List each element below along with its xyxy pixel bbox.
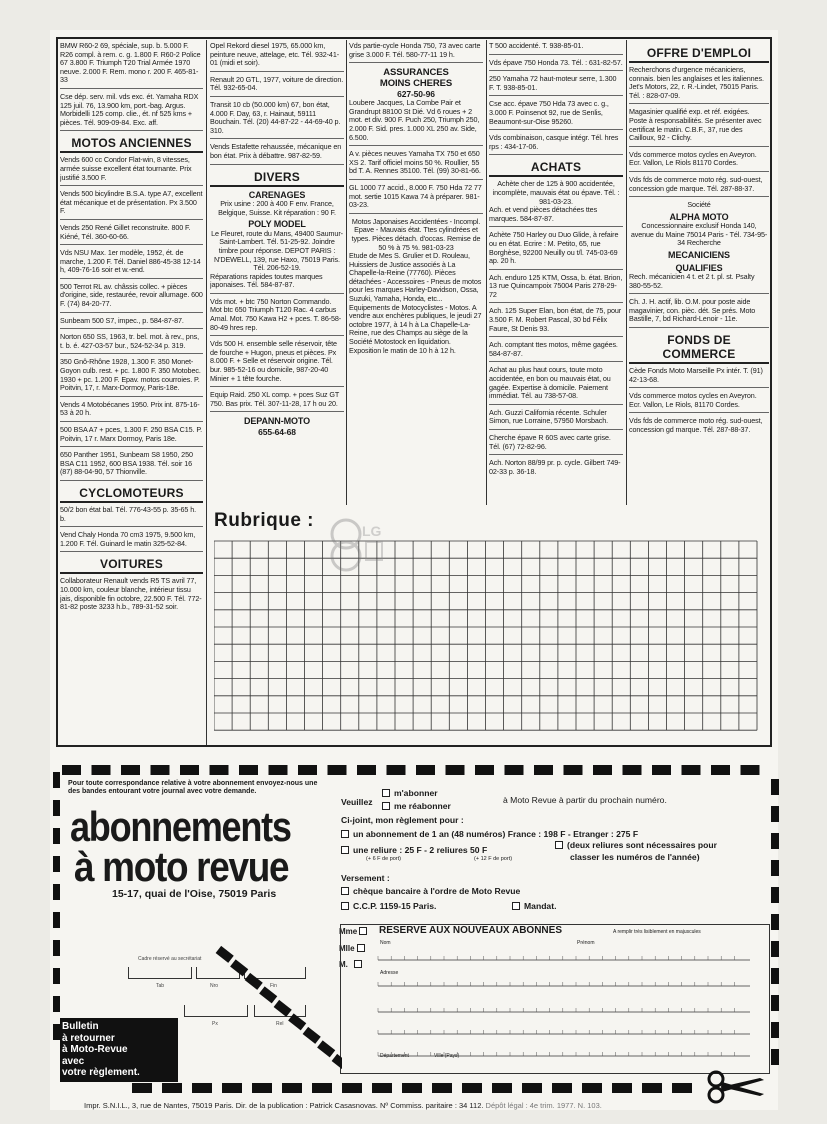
bulletin-line: votre règlement.	[62, 1067, 140, 1078]
bulletin-line: Bulletin	[62, 1021, 99, 1032]
option-two-binders[interactable]	[555, 840, 717, 850]
port-note-2: (+ 12 F de port)	[474, 856, 513, 862]
column-divider	[626, 40, 627, 505]
cut-dash	[534, 765, 553, 775]
classified-ad: Ach. Guzzi California récente. Schuler Simon, rue Lorraine, 57950 Morsbach.	[489, 409, 623, 430]
cut-dash	[332, 1054, 342, 1071]
ad-text: Motos Japonaises Accidentées - Incompl. Epave - Mauvais état. Ttes cylindrées et types. Pièces détach. d'occas. Remise de 50 % à 75 %. 981-03-23	[351, 216, 481, 252]
section-heading: MOTOS ANCIENNES	[60, 135, 203, 153]
classified-ad: Magasinier qualifié exp. et réf. exigées. Poste à responsabilités. Se présenter avec certificat le matin. C.B.F., 37, rue des Cailloux, 92 - Clichy.	[629, 108, 769, 146]
cut-dash	[162, 1083, 182, 1093]
office-label-px: Px	[212, 1021, 218, 1027]
cut-dash	[552, 1083, 572, 1093]
classified-ad: Vds épave 750 Honda 73. Tél. : 631-82-57.	[489, 59, 623, 72]
classified-ad: Etude de Mes S. Grulier et D. Rouleau, Huissiers de Justice associés à La Chapelle-la-Reine (77760). Pièces détachées - Accessoires - Pneus de motos pour les marques Harley-Davidson, Ossa, Suzuki, Yamaha, Honda, etc... Equipements de Motocyclistes - Motos. A vendre aux enchères publiques, le jeudi 27 octobre 1977, à 14 h à La Chapelle-La-Reine, rue des Champs au siège de la Société Motostock en liquidation. Exposition le matin de 10 h à 12 h.	[349, 251, 482, 355]
cut-dash	[53, 828, 60, 844]
rubrique-label: Rubrique :	[214, 510, 314, 531]
classified-ad: Opel Rekord diesel 1975, 65.000 km, peinture neuve, attelage, etc. Tél. 932-41-01 (midi et soir).	[210, 42, 344, 72]
classified-ad: Loubere Jacques, La Combe Pair et Grandrupt 88100 St Dié. Vd 6 roues + 2 mot. et div. 900 F. Puch 250, Triumph 250, 2.000 F. Sid. pres. 1.000 XL 250 av. Side, 6.500.	[349, 99, 483, 146]
section-heading: OFFRE D'EMPLOI	[629, 45, 769, 63]
cut-dash	[475, 765, 494, 775]
bulletin-line: avec	[62, 1055, 85, 1067]
cut-dash	[53, 968, 60, 984]
checkbox-ccp[interactable]	[341, 902, 349, 910]
section-heading: VOITURES	[60, 556, 203, 574]
cut-dash	[771, 1049, 779, 1065]
classified-ad: Vds partie-cycle Honda 750, 73 avec carte grise 3.000 F. Tél. 580-77-11 19 h.	[349, 42, 483, 63]
cut-dash	[771, 833, 779, 849]
section-heading: ACHATS	[489, 159, 623, 177]
classified-ad: Vend Chaly Honda 70 cm3 1975, 9.500 km, 1.200 F. Tél. Guinard le matin 325-52-84.	[60, 531, 203, 552]
cut-dash	[132, 1083, 152, 1093]
brand-title-line2: à moto revue	[74, 843, 289, 890]
cut-dash	[771, 779, 779, 795]
column-divider	[486, 40, 487, 505]
ad-text: Prix usine : 200 à 400 F env. France, Belgique, Suisse. Kit réparation : 90 F.	[218, 199, 336, 217]
column-divider	[206, 40, 207, 745]
column-5	[629, 42, 769, 504]
cut-dash	[771, 914, 779, 930]
cut-dash	[642, 1083, 662, 1093]
cut-dash	[274, 1000, 292, 1017]
ad-text: 655-64-68	[258, 426, 296, 437]
ad-text: Société	[687, 200, 711, 210]
ad-text: Le Fleuret, route du Mans, 49400 Saumur-Saint-Lambert. Tél. 51-25-92. Joindre timbre pour réponse. DEPOT PARIS : N'DEWELL, 139, rue Haxo, 75019 Paris. Tél. 206-52-19.	[211, 228, 343, 273]
classified-ad: A v. pièces neuves Yamaha TX 750 et 650 XS 2. Tarif officiel moins 50 %. Roullier, 55 bd T. A. Rennes 35100. Tél. (99) 30-81-66.	[349, 150, 483, 180]
option-reabonner[interactable]	[382, 801, 451, 811]
checkbox-binder[interactable]	[341, 846, 349, 854]
cut-dash	[672, 1083, 692, 1093]
cut-dash	[682, 765, 701, 775]
port-note-1: (+ 6 F de port)	[366, 856, 402, 862]
brand-title-line1: abonnements	[70, 803, 291, 850]
sub-heading: DEPANN-MOTO	[243, 416, 311, 427]
cut-dash	[711, 765, 730, 775]
option-reabonner-label: me réabonner	[394, 801, 451, 811]
cut-dash	[53, 884, 60, 900]
checkbox-subscription[interactable]	[341, 830, 349, 838]
cut-dash	[387, 765, 406, 775]
versement-label: Versement :	[341, 873, 390, 883]
classified-ad: GL 1000 77 accid., 8.000 F. 750 Hda 72 77 mot. sertie 1015 Kawa 74 à préparer. 981-03-23.	[349, 184, 483, 214]
option-binder[interactable]	[341, 845, 487, 855]
classified-ad: Norton 650 SS, 1963, tr. bel. mot. à rev., pns, t. b. é. 427-03-57 bur., 524-52-34 p. 319.	[60, 333, 203, 354]
cut-dash	[222, 1083, 242, 1093]
option-abonner[interactable]	[382, 788, 438, 798]
cut-dash	[505, 765, 524, 775]
cut-dash	[53, 772, 60, 788]
classified-ad: Réparations rapides toutes marques japonaises. Tél. 584-87-87.	[210, 273, 344, 294]
two-binders-note: classer les numéros de l'année)	[570, 852, 700, 862]
option-two-binders-label: (deux reliures sont nécessaires pour	[567, 840, 717, 850]
classified-ad: Ch. J. H. actif, lib. O.M. pour poste aide magavinier, con. pièc. dét. Se prés. Moto Bastille, 7, bd Richard-Lenoir - 11e.	[629, 298, 769, 328]
cut-dash	[582, 1083, 602, 1093]
cut-dash	[312, 1083, 332, 1093]
title-mlle-label: Mlle	[339, 944, 355, 953]
option-ccp[interactable]	[341, 901, 436, 911]
cut-dash	[492, 1083, 512, 1093]
veuillez-label: Veuillez	[341, 797, 373, 807]
cut-dash	[652, 765, 671, 775]
classified-ad: Achète 750 Harley ou Duo Glide, à refaire ou en état. Ecrire : M. Petito, 65, rue Borghèse, 92200 Neuilly ou t/l. 745-03-69 ap. 20 h.	[489, 231, 623, 269]
classified-ad: Vds mot. + btc 750 Norton Commando. Mot btc 650 Triumph T120 Rac. 4 carbus Amal. Mot. 750 Kawa H2 + pces. T. 86-58-80-49 hres rep.	[210, 298, 344, 336]
cut-dash	[564, 765, 583, 775]
classified-ad: Transit 10 cb (50.000 km) 67, bon état, 4.000 F. Day, 63, r. Hainaut, 59111 Bouchain. Tél. (20) 44-87-22 - 44-69-40 p. 310.	[210, 101, 344, 139]
cut-dash	[623, 765, 642, 775]
section-heading: CYCLOMOTEURS	[60, 485, 203, 503]
label-prenom: Prénom	[577, 940, 595, 946]
cut-line-right	[770, 775, 780, 1085]
cut-dash	[771, 968, 779, 984]
checkbox-two-binders[interactable]	[555, 841, 563, 849]
option-subscription[interactable]	[341, 829, 638, 839]
sub-heading: ALPHA MOTO	[669, 211, 729, 222]
reserve-frame	[341, 925, 770, 1074]
section-heading: ASSURANCES	[383, 67, 449, 79]
section-heading: MOINS CHERES	[379, 78, 453, 90]
classified-ad: 50/2 bon état bal. Tél. 776-43-55 p. 35-65 h. b.	[60, 506, 203, 527]
cut-dash	[53, 940, 60, 956]
bulletin-line: à retourner	[62, 1032, 115, 1044]
cut-dash	[282, 1083, 302, 1093]
checkbox-cheque[interactable]	[341, 887, 349, 895]
cut-dash	[771, 995, 779, 1011]
cut-dash	[416, 765, 435, 775]
cut-dash	[771, 941, 779, 957]
cut-dash	[53, 800, 60, 816]
option-cheque[interactable]	[341, 886, 520, 896]
cut-dash	[522, 1083, 542, 1093]
cut-dash	[402, 1083, 422, 1093]
office-label-nro: Nro	[210, 983, 219, 989]
classified-ad: BMW R60-2 69, spéciale, sup. b. 5.000 F. R26 compl. à rem. c. g. 1.800 F. R60-2 Police 67 3.800 F. Triumph T20 Trial Armée 1970 neuve. 2.000 F. Rem. mono r. 200 F. 465-81-33	[60, 42, 203, 89]
classified-ad: Cherche épave R 60S avec carte grise. Tél. (67) 72-82-96.	[489, 434, 623, 455]
cut-dash	[259, 986, 277, 1003]
sub-heading: POLY MODEL	[248, 219, 306, 230]
classified-ad: 650 Panther 1951, Sunbeam S8 1950, 250 BSA C11 1952, 600 BSA 1938. Tél. soir 16 (87) 88-04-90, 57 Thionville.	[60, 451, 203, 481]
classified-ad: 250 Yamaha 72 haut-moteur serre, 1.300 F. T. 938-85-01.	[489, 75, 623, 96]
classified-ad: Vends 600 cc Condor Flat-win, 8 vitesses, armée suisse excellent état tournante. Prix justifié 3.500 F.	[60, 156, 203, 186]
cut-dash	[593, 765, 612, 775]
classified-ad: Vds 500 H. ensemble selle réservoir, tête de fourche + Hugon, pneus et pièces. Px 8.000 F. + Selle et réservoir origine. Tél. bur. 985-52-16 ou domicile, 987-20-40 Minier + 1 tête fourche.	[210, 340, 344, 387]
fill-instruction: A remplir très lisiblement en majuscules	[613, 929, 701, 935]
classified-ad: T 500 accidenté. T. 938-85-01.	[489, 42, 623, 55]
classified-ad: 350 Gnô-Rhône 1928, 1.300 F. 350 Monet-Goyon culb. rest. + pc. 1.800 F. 350 Motobec. 1930 + pc. 1.200 F. Epav. motos courroies. P. Poitvin, 17, r. Marx-Dormoy, Paris-18e.	[60, 358, 203, 396]
cut-dash	[192, 1083, 212, 1093]
checkbox-mandat[interactable]	[512, 902, 520, 910]
classified-ad: Ach. et vend pièces détachées ttes marques. 584-87-87.	[489, 206, 623, 227]
classified-ad: Recherchons d'urgence mécaniciens, connais. bien les anglaises et les italiennes. Jet's Motors, 22, r. R.-Lindet, 75015 Paris. Tél. : 828-07-09.	[629, 66, 769, 104]
ad-text: 627-50-96	[397, 89, 435, 100]
classified-ad: Collaborateur Renault vends R5 TS avril 77, 10.000 km, couleur blanche, intérieur tissu jais, disponible fin octobre, 22.500 F. Tél. 772-81-82 poste 3233 h.b., 789-31-52 soir.	[60, 576, 202, 612]
cut-dash	[462, 1083, 482, 1093]
diagonal-cut-line	[52, 770, 342, 1100]
bulletin-line: à Moto-Revue	[62, 1044, 128, 1055]
classified-ad: Cse acc. épave 750 Hda 73 avec c. g., 3.000 F. Poinsenot 92, rue de Senlis, Beaumont-sur-Oise 95260.	[489, 100, 623, 130]
cut-dash	[317, 1040, 335, 1057]
imprint-footer	[84, 1101, 602, 1110]
label-adresse: Adresse	[380, 970, 399, 976]
sub-heading: QUALIFIES	[675, 262, 723, 273]
classified-ad: Ach. Norton 88/99 pr. p. cycle. Gilbert 749-02-33 p. 36-18.	[489, 458, 621, 476]
classified-ad: Vends 500 bicylindre B.S.A. type A7, excellent état mécanique et de présentation. Px 3.500 F.	[60, 190, 203, 220]
classified-ad: Vends 250 René Gillet reconstruite. 800 F. Kiéné, Tél. 360-60-66.	[60, 224, 203, 245]
cut-dash	[303, 1027, 321, 1044]
cut-dash	[230, 959, 248, 976]
ad-writing-grid[interactable]	[214, 527, 767, 739]
sub-heading: MECANICIENS	[668, 250, 730, 260]
classified-ad: Ach. comptant ttes motos, même gagées. 584-87-87.	[489, 341, 623, 362]
cut-dash	[245, 973, 263, 990]
sub-heading: CARENAGES	[248, 189, 306, 200]
cut-dash	[771, 806, 779, 822]
classified-ad: Vds commerce motos cycles en Aveyron. Ecr. Vallon, Le Riols, 81170 Cordes.	[629, 392, 769, 413]
ad-text: Achète cher de 125 à 900 accidentée, incomplète, mauvais état ou épave. Tél. : 981-03-23.	[492, 179, 620, 206]
column-1	[60, 42, 203, 742]
cijoint-label: Ci-joint, mon règlement pour :	[341, 815, 464, 825]
office-label-rel: Rel	[276, 1021, 284, 1027]
cut-dash	[252, 1083, 272, 1093]
cut-dash	[446, 765, 465, 775]
new-subscriber-fields[interactable]	[340, 924, 770, 1074]
classified-ad: Vds commerce motos cycles en Aveyron. Ecr. Vallon, Le Riols 81170 Cordes.	[629, 151, 769, 172]
section-heading: FONDS DE COMMERCE	[629, 332, 769, 364]
cut-dash	[53, 996, 60, 1012]
cut-dash	[771, 1022, 779, 1038]
cut-dash	[288, 1013, 306, 1030]
classified-ad: Vds NSU Max. 1er modèle, 1952, ét. de marche, 1.200 F. Tél. Daniel 886-45-38 12-14 h, 409-76-16 soir et w.-end.	[60, 249, 203, 279]
reserve-title: RESERVE AUX NOUVEAUX ABONNES	[379, 925, 562, 936]
classified-ad: Vds fds de commerce moto rég. sud-ouest, concession gd marque. Tél. 287-88-37.	[629, 416, 763, 434]
classified-ad: Equip Raid. 250 XL comp. + pces Suz GT 750. Bas prix. Tél. 307-11-28, 17 h ou 20.	[210, 391, 344, 412]
column-3	[349, 42, 483, 504]
option-ccp-label: C.C.P. 1159-15 Paris.	[353, 901, 437, 911]
cut-dash	[53, 1024, 60, 1040]
cut-dash	[771, 860, 779, 876]
cut-dash	[53, 856, 60, 872]
imprint-depot: Dépôt légal : 4e trim. 1977. N. 103.	[485, 1101, 602, 1110]
column-divider	[346, 40, 347, 505]
classified-ad: Ach. 125 Super Elan, bon état, de 75, pour 3.500 F. M. Robert Pascal, 30 bd Félix Faure, St Denis 93.	[489, 307, 623, 337]
option-mandat-label: Mandat.	[524, 901, 557, 911]
cut-dash	[612, 1083, 632, 1093]
checkbox-abonner[interactable]	[382, 789, 390, 797]
office-use-label: Cadre réservé au secrétariat	[138, 956, 202, 962]
classified-ad: Sunbeam 500 S7, impec., p. 584-87-87.	[60, 317, 203, 330]
classified-ad: Vds fds de commerce moto rég. sud-ouest, concession gde marque. Tél. 287-88-37.	[629, 176, 769, 197]
ad-text: Concessionnaire exclusif Honda 140, avenue du Maine 75014 Paris - Tél. 734-95-34 Recherche	[630, 221, 768, 248]
label-nom: Nom	[380, 940, 391, 946]
option-abonner-label: m'abonner	[394, 788, 438, 798]
cut-line-bottom	[132, 1080, 772, 1096]
title-m-label: M.	[339, 960, 348, 969]
classified-ad: Achat au plus haut cours, toute moto accidentée, en bon ou mauvais état, ou gagée. Expertise à domicile. Paiement immédiat. Tél. au 738-57-08.	[489, 366, 623, 404]
cut-dash	[216, 946, 234, 963]
title-mme-label: Mme	[339, 927, 358, 936]
publisher-address: 15-17, quai de l'Oise, 75019 Paris	[112, 888, 277, 900]
option-binder-label: une reliure : 25 F - 2 reliures 50 F	[353, 845, 488, 855]
subscription-notice: Pour toute correspondance relative à votre abonnement envoyez-nous une des bandes entourant votre journal avec votre demande.	[68, 780, 318, 795]
cut-dash	[357, 765, 376, 775]
cut-dash	[741, 765, 760, 775]
cut-dash	[372, 1083, 392, 1093]
checkbox-reabonner[interactable]	[382, 802, 390, 810]
cut-dash	[432, 1083, 452, 1093]
watermark-text: LG	[362, 523, 382, 539]
classified-ad: Vends Estafette rehaussée, mécanique en bon état. Prix à débattre. 987-82-59.	[210, 143, 344, 164]
classified-ad: 500 BSA A7 + pces, 1.300 F. 250 BSA C15. P. Poitvin, 17 r. Marx Dormoy, Paris 18e.	[60, 426, 203, 447]
classified-ad: Ach. enduro 125 KTM, Ossa, b. état. Brion, 13 rue Quincampoix 75004 Paris 278-29-72	[489, 274, 623, 304]
option-cheque-label: chèque bancaire à l'ordre de Moto Revue	[353, 886, 521, 896]
column-4	[489, 42, 623, 504]
label-ville: Ville (Pays)	[434, 1053, 460, 1059]
office-label-fin: Fin	[270, 983, 277, 989]
classified-ad: 500 Terrot RL av. châssis collec. + pièces d'origine, side, restaurée, revoir allumage. 600 F. (74) 84-20-77.	[60, 283, 203, 313]
option-subscription-label: un abonnement de 1 an (48 numéros) France : 198 F - Etranger : 275 F	[353, 829, 639, 839]
classified-ad: Cse dép. serv. mil. vds exc. ét. Yamaha RDX 125 juil. 76, 13.900 km, port.-bag. Argus. Morbidelli 125 comp. clie., ét. nf 525 kms + pièces. Tél. 909-09-84. Exc. aff.	[60, 93, 203, 131]
moto-revue-start: à Moto Revue à partir du prochain numéro.	[503, 795, 667, 805]
cut-dash	[342, 1083, 362, 1093]
classified-ad: Vds combinaison, casque intégr. Tél. hres rps : 434-17-06.	[489, 134, 623, 155]
column-2	[210, 42, 344, 504]
classified-ad: Rech. mécanicien 4 t. et 2 t. pl. st. Psalty 380-55-52.	[629, 273, 769, 294]
classified-ad: Vends 4 Motobécanes 1950. Prix int. 875-16-53 à 20 h.	[60, 401, 203, 422]
classified-ad: Cède Fonds Moto Marseille Px intér. T. (91) 42-13-68.	[629, 367, 769, 388]
cut-dash	[53, 912, 60, 928]
office-label-tab: Tab	[156, 983, 165, 989]
label-departement: Département	[380, 1053, 409, 1059]
classified-ad: Renault 20 GTL, 1977, voiture de direction. Tél. 932-65-04.	[210, 76, 344, 97]
imprint-main: Impr. S.N.I.L., 3, rue de Nantes, 75019 Paris. Dir. de la publication : Patrick Casasnovas. Nº Commiss. paritaire : 34 112.	[84, 1101, 484, 1110]
watermark-logo	[318, 512, 400, 588]
section-heading: DIVERS	[210, 169, 344, 187]
cut-dash	[771, 887, 779, 903]
option-mandat[interactable]	[512, 901, 556, 911]
